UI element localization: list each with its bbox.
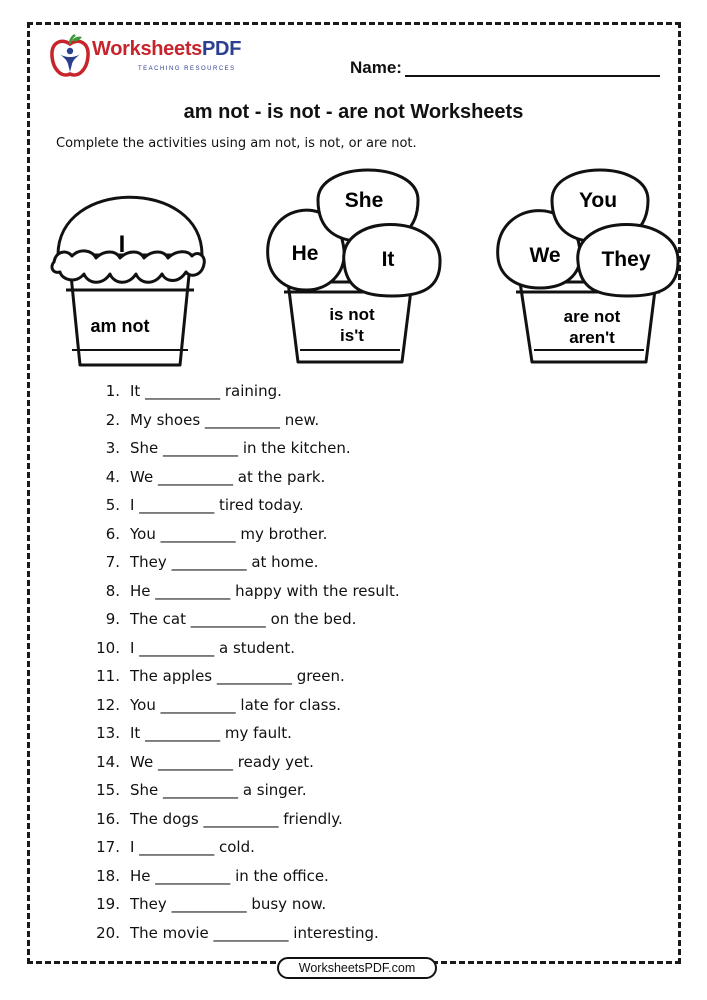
cup-label-am-not: am not: [90, 316, 150, 336]
answer-blank[interactable]: __________: [203, 809, 279, 828]
scoop-she: She: [344, 189, 384, 212]
question-ending: raining.: [224, 382, 282, 400]
answer-blank[interactable]: __________: [139, 838, 215, 856]
question-subject: You: [130, 695, 156, 714]
answer-blank[interactable]: __________: [155, 866, 231, 885]
question-ending: a singer.: [242, 781, 307, 799]
answer-blank[interactable]: __________: [157, 467, 233, 486]
question-subject: They: [130, 553, 167, 571]
question-number: 20.: [96, 923, 120, 942]
question-ending: late for class.: [240, 695, 342, 714]
question-subject: He: [130, 581, 151, 600]
question-item: [90, 637, 400, 666]
question-item: [90, 865, 400, 894]
question-ending: on the bed.: [270, 610, 357, 628]
question-item: [90, 751, 400, 780]
answer-blank[interactable]: __________: [145, 724, 221, 742]
worksheetspdf-logo: [48, 34, 258, 84]
question-item: [90, 893, 400, 922]
question-subject: You: [130, 524, 156, 543]
question-item: [90, 494, 400, 523]
question-ending: in the kitchen.: [242, 439, 351, 457]
question-number: 3.: [105, 439, 120, 457]
question-item: [90, 694, 400, 723]
answer-blank[interactable]: __________: [155, 581, 231, 600]
question-number: 9.: [105, 610, 120, 628]
question-ending: a student.: [219, 638, 296, 657]
worksheet-title: am not - is not - are not Worksheets: [183, 101, 524, 123]
question-item: [90, 722, 400, 751]
cup-label-is-contraction: is't: [340, 326, 364, 345]
scoop-he: He: [291, 242, 319, 265]
question-item: [90, 409, 400, 438]
question-number: 8.: [105, 581, 120, 600]
question-item: [90, 551, 400, 580]
answer-blank[interactable]: __________: [160, 524, 236, 543]
answer-blank[interactable]: __________: [160, 695, 236, 714]
question-item: [90, 779, 400, 808]
question-number: 15.: [96, 781, 120, 799]
question-number: 11.: [96, 667, 120, 685]
question-list: [90, 380, 400, 950]
question-item: [90, 580, 400, 609]
question-subject: The movie: [130, 923, 209, 942]
answer-blank[interactable]: __________: [171, 895, 247, 913]
question-item: [90, 523, 400, 552]
question-number: 14.: [96, 752, 120, 771]
question-item: [90, 608, 400, 637]
scoop-they: They: [601, 248, 651, 271]
question-ending: cold.: [219, 838, 255, 856]
question-item: [90, 808, 400, 837]
ice-cream-cups-illustration: [0, 160, 707, 375]
question-ending: at the park.: [237, 467, 326, 486]
scoop-we: We: [529, 244, 561, 267]
question-number: 19.: [96, 895, 120, 913]
question-subject: It: [130, 382, 141, 400]
answer-blank[interactable]: __________: [163, 781, 239, 799]
question-item: [90, 380, 400, 409]
question-subject: The dogs: [130, 809, 199, 828]
question-subject: She: [130, 781, 159, 799]
question-subject: I: [130, 496, 135, 514]
answer-blank[interactable]: __________: [171, 553, 247, 571]
answer-blank[interactable]: __________: [139, 638, 215, 657]
question-number: 10.: [96, 638, 120, 657]
question-ending: at home.: [251, 553, 319, 571]
cup-label-arent: aren't: [569, 328, 615, 347]
question-ending: ready yet.: [237, 752, 314, 771]
question-item: [90, 665, 400, 694]
question-item: [90, 437, 400, 466]
question-subject: She: [130, 439, 159, 457]
question-number: 1.: [105, 382, 120, 400]
answer-blank[interactable]: __________: [157, 752, 233, 771]
name-label: Name:: [350, 58, 402, 77]
question-ending: green.: [296, 667, 345, 685]
question-number: 16.: [96, 809, 120, 828]
question-ending: new.: [284, 410, 320, 429]
ice-cream-cup-i: [52, 197, 204, 365]
question-number: 2.: [105, 410, 120, 429]
footer-website: WorksheetsPDF.com: [277, 957, 437, 979]
answer-blank[interactable]: __________: [139, 496, 215, 514]
question-ending: busy now.: [251, 895, 327, 913]
question-subject: I: [130, 638, 135, 657]
question-subject: I: [130, 838, 135, 856]
answer-blank[interactable]: __________: [213, 923, 289, 942]
question-ending: in the office.: [235, 866, 329, 885]
logo-wordmark: WorksheetsPDF: [92, 38, 242, 60]
question-ending: tired today.: [219, 496, 304, 514]
question-subject: He: [130, 866, 151, 885]
instructions: Complete the activities using am not, is not, or are not.: [56, 136, 417, 151]
question-number: 18.: [96, 866, 120, 885]
question-number: 5.: [105, 496, 120, 514]
question-ending: interesting.: [293, 923, 379, 942]
question-ending: my fault.: [224, 724, 292, 742]
answer-blank[interactable]: __________: [204, 410, 280, 429]
question-number: 12.: [96, 695, 120, 714]
question-number: 6.: [105, 524, 120, 543]
question-subject: The cat: [130, 610, 186, 628]
question-subject: We: [130, 467, 154, 486]
question-ending: my brother.: [240, 524, 328, 543]
answer-blank[interactable]: __________: [163, 439, 239, 457]
question-subject: They: [130, 895, 167, 913]
question-item: [90, 836, 400, 865]
scoop-you: You: [578, 189, 618, 212]
scoop-i: I: [118, 231, 126, 258]
name-field-line[interactable]: [405, 75, 660, 77]
question-ending: friendly.: [283, 809, 343, 828]
question-item: [90, 466, 400, 495]
answer-blank[interactable]: __________: [216, 667, 292, 685]
question-subject: My shoes: [130, 410, 201, 429]
cup-label-are-not: are not: [563, 307, 621, 326]
scoop-it: It: [381, 248, 395, 271]
answer-blank[interactable]: __________: [145, 382, 221, 400]
question-item: [90, 922, 400, 951]
question-subject: The apples: [130, 667, 213, 685]
question-number: 4.: [105, 467, 120, 486]
answer-blank[interactable]: __________: [190, 610, 266, 628]
logo-tagline: TEACHING RESOURCES: [138, 66, 236, 72]
question-ending: happy with the result.: [235, 581, 400, 600]
question-number: 7.: [105, 553, 120, 571]
cup-label-is-not: is not: [329, 305, 375, 324]
question-subject: It: [130, 724, 141, 742]
question-number: 17.: [96, 838, 120, 856]
apple-logo-icon: [48, 34, 92, 80]
question-number: 13.: [96, 724, 120, 742]
question-subject: We: [130, 752, 154, 771]
